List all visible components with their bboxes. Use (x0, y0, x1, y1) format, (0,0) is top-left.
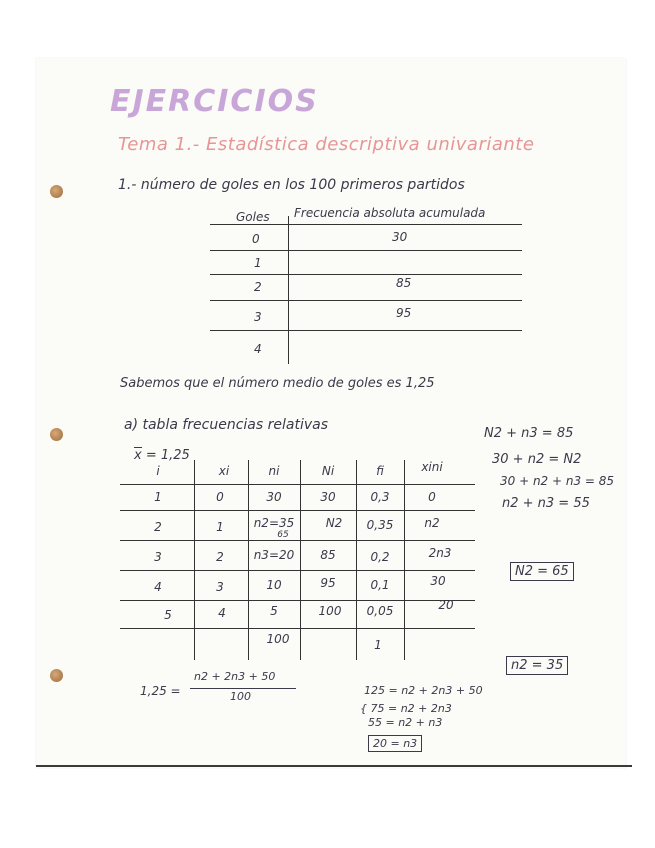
boxed-result: 20 = n3 (368, 735, 422, 752)
table-header: Goles (236, 210, 270, 224)
table-cell: 2n3 (428, 546, 452, 560)
table-header: ni (268, 464, 280, 478)
fraction-bar (190, 688, 296, 689)
table-cell: 30 (430, 574, 446, 588)
part-a-heading: a) tabla frecuencias relativas (124, 417, 329, 433)
problem-statement: 1.- número de goles en los 100 primeros partidos (118, 177, 465, 193)
table-cell: 1 (254, 256, 262, 270)
equation: N2 + n3 = 85 (484, 426, 574, 441)
table-header: Ni (321, 464, 335, 478)
table-cell: 20 (438, 598, 454, 612)
page-bottom-edge (36, 765, 632, 767)
table-cell: n2 (424, 516, 440, 530)
table-header: Frecuencia absoluta acumulada (294, 206, 486, 220)
equation: 55 = n2 + n3 (368, 716, 443, 729)
table-cell: 0 (252, 232, 260, 246)
table-header: i (156, 464, 160, 478)
table-header: fi (376, 464, 384, 478)
equation: 125 = n2 + 2n3 + 50 (364, 684, 483, 697)
table-cell: 85 (320, 548, 336, 562)
boxed-result: N2 = 65 (510, 562, 574, 581)
equation: 30 + n2 = N2 (492, 452, 582, 467)
equation: n2 + n3 = 55 (502, 496, 590, 511)
table-cell: 1 (154, 490, 162, 504)
table-cell: 0,1 (370, 578, 390, 592)
table-cell: 0 (428, 490, 436, 504)
mean-equation-numerator: n2 + 2n3 + 50 (194, 670, 276, 683)
relative-frequency-table (120, 460, 476, 660)
table-cell: 3 (216, 580, 224, 594)
table-cell: 100 (318, 604, 342, 618)
page-title: EJERCICIOS (110, 84, 319, 119)
table-cell: 0,05 (366, 604, 394, 618)
table-cell: 3 (154, 550, 162, 564)
table-total: 1 (374, 638, 382, 652)
table-cell: 0,35 (366, 518, 394, 532)
topic-heading: Tema 1.- Estadística descriptiva univariante (118, 134, 535, 155)
table-cell: 4 (218, 606, 226, 620)
table-cell: 10 (266, 578, 282, 592)
table-cell: n2=35 (253, 516, 295, 530)
table-cell: 3 (254, 310, 262, 324)
table-cell: 0 (216, 490, 224, 504)
mean-value: x = 1,25 (134, 448, 190, 463)
table-cell: n3=20 (253, 548, 295, 562)
equation-system: { 75 = n2 + 2n3 (360, 702, 452, 715)
mean-symbol: x (134, 448, 142, 463)
equation: 30 + n2 + n3 = 85 (500, 474, 615, 488)
table-cell: 30 (392, 230, 408, 244)
boxed-result: n2 = 35 (506, 656, 568, 675)
table-cell: 95 (320, 576, 336, 590)
table-cell: 85 (396, 276, 412, 290)
table-total: 100 (266, 632, 290, 646)
table-cell: 5 (270, 604, 278, 618)
table-cell: 2 (254, 280, 262, 294)
mean-equation-lhs: 1,25 = (140, 684, 181, 698)
mean-equation-denominator: 100 (230, 690, 251, 703)
mean-statement: Sabemos que el número medio de goles es 1,25 (120, 376, 435, 391)
table-cell: 5 (164, 608, 172, 622)
binder-hole-icon (50, 669, 63, 682)
table-cell: 30 (320, 490, 336, 504)
table-cell: 4 (254, 342, 262, 356)
table-cell: N2 (325, 516, 343, 530)
table-cell: 1 (216, 520, 224, 534)
table-header: xini (421, 460, 443, 474)
table-cell: 2 (216, 550, 224, 564)
table-cell: 4 (154, 580, 162, 594)
table-cell: 0,3 (370, 490, 390, 504)
table-header: xi (218, 464, 230, 478)
binder-hole-icon (50, 428, 63, 441)
table-cell: 2 (154, 520, 162, 534)
table-note: 65 (277, 530, 289, 540)
binder-hole-icon (50, 185, 63, 198)
table-cell: 0,2 (370, 550, 390, 564)
table-cell: 95 (396, 306, 412, 320)
cumulative-frequency-table (210, 206, 520, 358)
table-cell: 30 (266, 490, 282, 504)
